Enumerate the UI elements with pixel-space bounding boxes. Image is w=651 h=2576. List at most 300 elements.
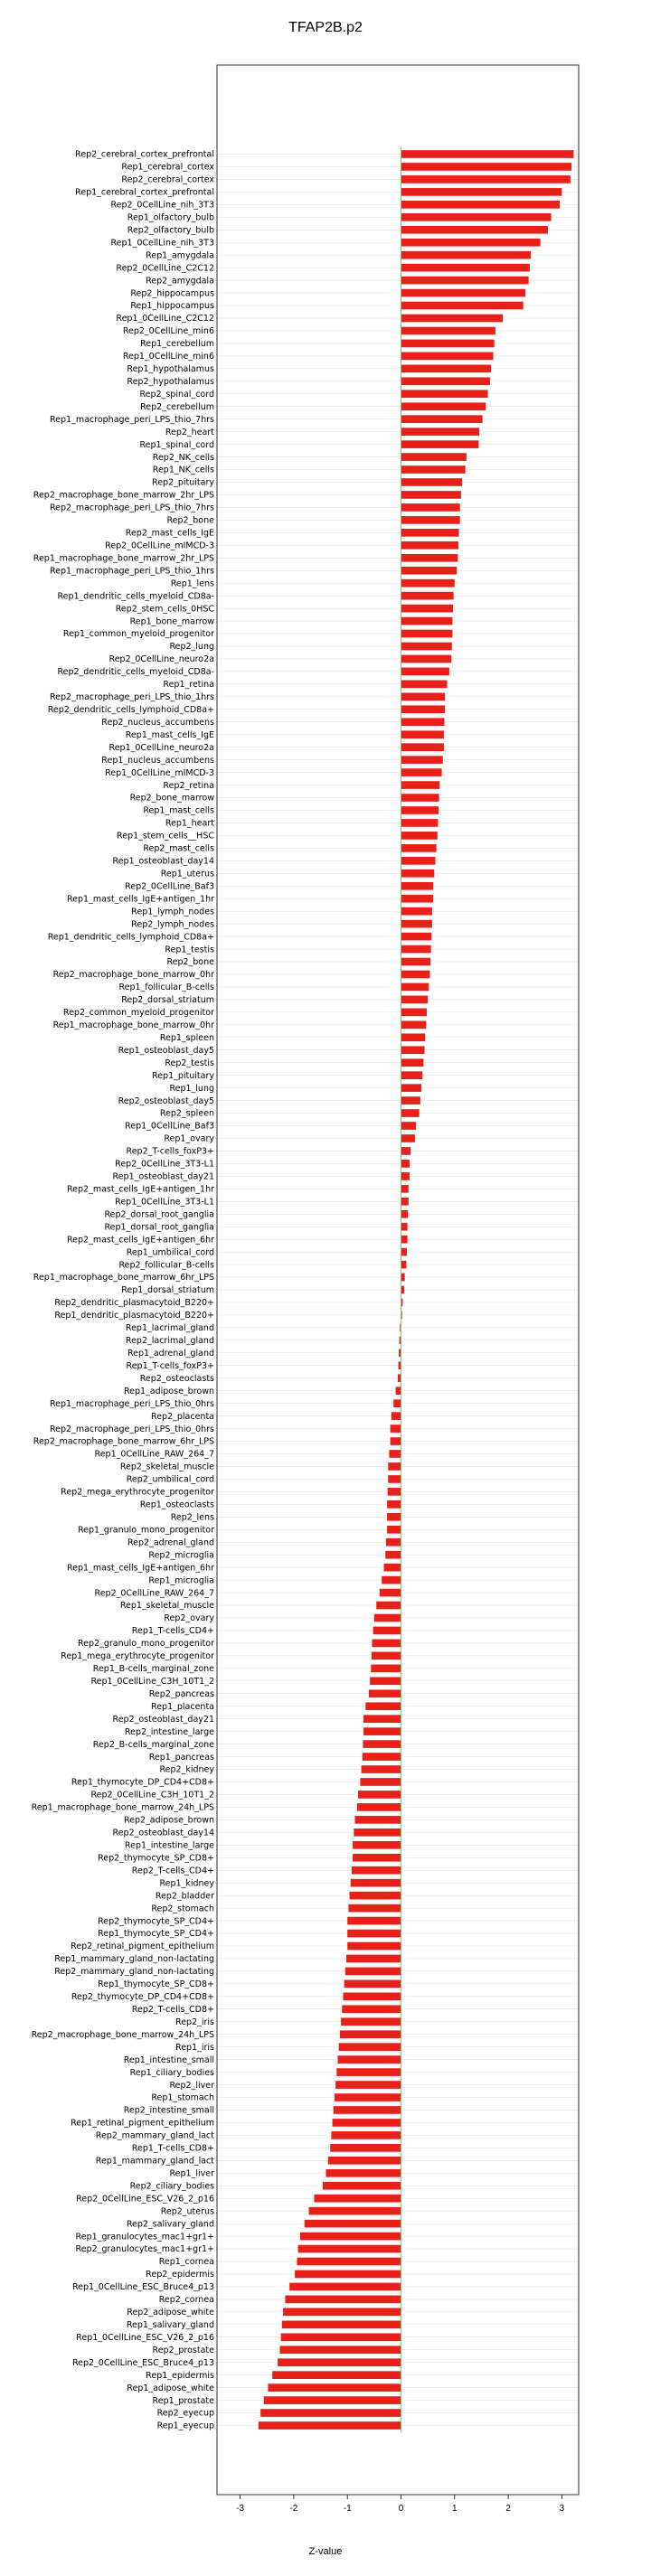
bar-label: Rep2_0CellLine_mIMCD-3	[105, 541, 214, 551]
bar-label: Rep2_nucleus_accumbens	[101, 717, 214, 728]
bar-label: Rep2_macrophage_bone_marrow_2hr_LPS	[33, 490, 214, 501]
bar-label: Rep2_placenta	[151, 1411, 214, 1422]
bar	[346, 1955, 401, 1963]
bar-label: Rep2_adipose_brown	[123, 1815, 214, 1826]
bar-label: Rep2_0CellLine_nih_3T3	[110, 200, 214, 211]
bar-label: Rep1_dorsal_root_ganglia	[104, 1222, 214, 1233]
bar	[278, 2358, 401, 2366]
bar-label: Rep1_mast_cells_IgE	[125, 729, 214, 740]
bar-label: Rep2_olfactory_bulb	[127, 225, 214, 236]
bar-label: Rep1_NK_cells	[152, 465, 214, 475]
bar	[363, 1727, 401, 1735]
bar-label: Rep2_dorsal_root_ganglia	[104, 1209, 214, 1220]
bar	[401, 1071, 423, 1079]
bar	[363, 1753, 401, 1761]
bar-label: Rep2_0CellLine_min6	[122, 326, 214, 337]
bar	[401, 251, 532, 259]
bar	[363, 1715, 401, 1723]
bar-label: Rep1_prostate	[152, 2395, 214, 2406]
bar	[386, 1538, 401, 1547]
bar-label: Rep2_0CellLine_3T3-L1	[115, 1159, 214, 1170]
bar-label: Rep1_lymph_nodes	[131, 907, 214, 917]
bar	[388, 1462, 401, 1471]
bar	[401, 895, 434, 903]
bar-label: Rep2_0CellLine_ESC_Bruce4_p13	[71, 2357, 214, 2368]
bar	[285, 2296, 401, 2304]
bar-label: Rep1_kidney	[159, 1878, 214, 1889]
bar-label: Rep1_ovary	[164, 1133, 214, 1144]
bar	[401, 289, 526, 297]
bar	[369, 1689, 401, 1697]
bar	[401, 239, 541, 247]
bar-label: Rep2_ciliary_bodies	[129, 2181, 214, 2192]
bar	[297, 2258, 401, 2266]
bar-label: Rep2_testis	[165, 1058, 214, 1068]
bar-label: Rep2_osteoblast_day21	[112, 1714, 214, 1725]
bar-label: Rep1_iris	[175, 2042, 214, 2053]
bar	[401, 440, 479, 448]
bar	[391, 1437, 401, 1445]
bar-label: Rep1_macrophage_bone_marrow_6hr_LPS	[33, 1273, 214, 1283]
bar	[401, 1236, 408, 1244]
bar-label: Rep2_spinal_cord	[139, 389, 214, 400]
bar-label: Rep2_lacrimal_gland	[125, 1336, 214, 1347]
bar-label: Rep2_epidermis	[146, 2270, 214, 2280]
bar-label: Rep1_lacrimal_gland	[125, 1323, 214, 1334]
bar-label: Rep1_amygdala	[146, 250, 214, 261]
bar-label: Rep1_skeletal_muscle	[119, 1601, 214, 1612]
bar-label: Rep2_pituitary	[152, 477, 214, 488]
bar	[401, 668, 449, 676]
x-tick-label: -3	[236, 2504, 245, 2514]
bar	[283, 2308, 401, 2317]
bar	[401, 1223, 408, 1231]
bar-label: Rep2_mast_cells_IgE+antigen_6hr	[66, 1235, 214, 1246]
bar-label: Rep2_common_myeloid_progenitor	[62, 1008, 214, 1019]
bar-label: Rep1_stomach	[151, 2092, 214, 2103]
bar-label: Rep2_skeletal_muscle	[119, 1462, 214, 1472]
bar-label: Rep1_0CellLine_nih_3T3	[110, 238, 214, 249]
bar-label: Rep2_salivary_gland	[126, 2219, 214, 2230]
bar-label: Rep1_dendritic_cells_lymphoid_CD8a+	[47, 932, 214, 943]
bar	[401, 730, 444, 738]
bar	[401, 971, 430, 979]
bar-label: Rep1_umbilical_cord	[126, 1247, 214, 1258]
bar	[401, 428, 480, 436]
bar	[401, 1261, 407, 1269]
bar	[360, 1778, 401, 1786]
bar-label: Rep2_umbilical_cord	[126, 1474, 214, 1485]
bar	[401, 806, 439, 814]
bar	[344, 1980, 401, 1988]
bar-label: Rep2_0CellLine_RAW_264_7	[94, 1588, 214, 1599]
bar-label: Rep1_dendritic_plasmacytoid_B220+	[54, 1311, 214, 1321]
bar-label: Rep1_osteoblast_day5	[118, 1045, 214, 1056]
bar-label: Rep2_thymocyte_SP_CD8+	[98, 1853, 214, 1864]
bar	[401, 415, 483, 423]
bar-label: Rep1_cerebral_cortex	[121, 162, 214, 173]
bar-label: Rep2_amygdala	[146, 276, 214, 287]
bar	[336, 2068, 401, 2076]
x-tick-label: -2	[289, 2504, 298, 2514]
bar-label: Rep2_thymocyte_SP_CD4+	[98, 1916, 214, 1927]
bar	[387, 1513, 401, 1521]
bar-label: Rep1_salivary_gland	[126, 2320, 214, 2331]
bar	[314, 2195, 401, 2203]
bar-label: Rep2_ovary	[164, 1613, 214, 1624]
bar-label: Rep1_common_myeloid_progenitor	[62, 629, 214, 640]
bar	[348, 1904, 401, 1913]
bar-label: Rep1_B-cells_marginal_zone	[92, 1664, 214, 1675]
bar-label: Rep1_intestine_small	[123, 2054, 214, 2065]
bar	[401, 643, 452, 651]
x-tick-label: -1	[343, 2504, 352, 2514]
bar-label: Rep1_eyecup	[156, 2421, 214, 2431]
bar	[401, 1033, 426, 1041]
bar	[354, 1829, 401, 1837]
bar	[401, 529, 459, 537]
bar	[401, 1147, 411, 1155]
bar-label: Rep1_thymocyte_SP_CD8+	[98, 1979, 214, 1990]
bar-label: Rep1_0CellLine_C3H_10T1_2	[90, 1676, 214, 1687]
bar	[342, 2005, 401, 2013]
bar	[335, 2081, 401, 2089]
bar	[401, 503, 460, 512]
bar	[330, 2144, 401, 2152]
bar-label: Rep2_mast_cells	[143, 843, 214, 854]
bar	[401, 478, 463, 486]
bar-label: Rep1_liver	[169, 2168, 214, 2179]
bar-label: Rep2_0CellLine_Baf3	[125, 881, 214, 892]
bar-label: Rep2_dendritic_plasmacytoid_B220+	[54, 1298, 214, 1309]
bar	[282, 2320, 401, 2328]
bar	[335, 2093, 401, 2101]
bar-label: Rep1_placenta	[151, 1701, 214, 1712]
bar-label: Rep2_mast_cells_IgE	[125, 528, 214, 539]
bar	[353, 1841, 401, 1849]
bar-label: Rep1_T-cells_CD4+	[131, 1626, 214, 1637]
bar-label: Rep1_mammary_gland_non-lactating	[54, 1954, 214, 1965]
bar	[338, 2055, 401, 2064]
bar-label: Rep1_lung	[169, 1083, 214, 1094]
bar	[345, 1968, 401, 1976]
bar	[401, 592, 454, 600]
bar-label: Rep1_nucleus_accumbens	[101, 755, 214, 766]
bar	[401, 402, 486, 410]
bar	[401, 491, 461, 499]
bar-label: Rep1_testis	[165, 945, 214, 955]
bar-label: Rep1_cerebellum	[140, 339, 214, 350]
x-tick-label: 3	[559, 2504, 565, 2514]
bar-label: Rep1_cornea	[158, 2257, 214, 2268]
bar-label: Rep1_osteoclasts	[139, 1500, 214, 1510]
bar	[370, 1677, 401, 1685]
bar	[401, 1096, 420, 1105]
bar-label: Rep1_adrenal_gland	[127, 1349, 214, 1359]
bar-label: Rep1_0CellLine_ESC_Bruce4_p13	[71, 2282, 214, 2293]
bar	[401, 630, 453, 638]
bar	[401, 541, 458, 550]
bar-label: Rep2_microglia	[148, 1550, 214, 1561]
bar	[401, 302, 524, 310]
bar-label: Rep1_retina	[163, 680, 214, 691]
bar	[401, 1084, 422, 1092]
bar	[401, 857, 436, 865]
bar-label: Rep2_bladder	[155, 1891, 214, 1902]
bar	[401, 945, 431, 954]
bar-label: Rep1_thymocyte_SP_CD4+	[98, 1929, 214, 1940]
x-tick-label: 1	[452, 2504, 458, 2514]
bar-label: Rep1_osteoblast_day21	[112, 1171, 214, 1182]
bar-label: Rep1_0CellLine_RAW_264_7	[94, 1449, 214, 1460]
bar	[401, 516, 460, 524]
bar	[401, 983, 429, 992]
bar	[401, 1160, 410, 1168]
bar-label: Rep2_uterus	[160, 2206, 214, 2217]
bar	[279, 2346, 401, 2354]
bar	[401, 340, 495, 348]
bar-label: Rep2_thymocyte_DP_CD4+CD8+	[71, 1992, 214, 2003]
bar	[401, 188, 562, 196]
bar-label: Rep1_0CellLine_neuro2a	[108, 742, 214, 753]
bar	[401, 1274, 405, 1282]
bar-label: Rep1_T-cells_CD8+	[131, 2143, 214, 2154]
bar	[401, 1134, 415, 1142]
bar	[260, 2409, 401, 2417]
bar-label: Rep1_stem_cells__HSC	[117, 831, 214, 841]
bar	[401, 150, 574, 158]
bar-label: Rep2_granulocytes_mac1+gr1+	[75, 2244, 214, 2255]
bar-label: Rep2_bone_marrow	[129, 793, 214, 804]
bar	[401, 692, 446, 700]
bar	[357, 1803, 401, 1811]
bar-label: Rep2_macrophage_bone_marrow_6hr_LPS	[33, 1436, 214, 1447]
bar-label: Rep2_cornea	[158, 2295, 214, 2306]
bar-label: Rep2_cerebellum	[140, 401, 214, 412]
bar	[401, 353, 494, 361]
bar-label: Rep2_mammary_gland_lact	[95, 2130, 214, 2141]
bar-label: Rep1_macrophage_peri_LPS_thio_0hrs	[50, 1398, 214, 1409]
bar	[391, 1424, 401, 1433]
bar-label: Rep1_0CellLine_Baf3	[125, 1121, 214, 1132]
bar	[350, 1892, 401, 1900]
bar	[347, 1917, 401, 1925]
bar-label: Rep2_dendritic_cells_myeloid_CD8a-	[57, 667, 214, 678]
bar	[401, 617, 453, 625]
bar	[351, 1879, 401, 1887]
bar	[387, 1500, 401, 1509]
bar-label: Rep2_0CellLine_neuro2a	[108, 654, 214, 665]
bar	[401, 365, 492, 373]
bar	[401, 175, 571, 183]
bar	[384, 1564, 401, 1572]
bar	[380, 1589, 401, 1597]
bar	[401, 390, 488, 398]
bar-label: Rep2_kidney	[159, 1764, 214, 1775]
bar	[401, 768, 442, 776]
bar	[401, 1198, 409, 1206]
bar	[295, 2270, 401, 2279]
bar	[401, 213, 552, 221]
bar	[401, 882, 434, 890]
bar-label: Rep1_bone_marrow	[129, 616, 214, 627]
bar-label: Rep1_macrophage_bone_marrow_24h_LPS	[31, 1802, 214, 1813]
bar	[339, 2043, 401, 2051]
bar-label: Rep2_iris	[175, 2017, 214, 2027]
bar-label: Rep2_mast_cells_IgE+antigen_1hr	[66, 1184, 214, 1195]
bar-label: Rep1_hypothalamus	[127, 364, 214, 375]
bar	[340, 2030, 401, 2038]
bar	[343, 1992, 401, 2000]
bar-label: Rep2_hippocampus	[130, 288, 214, 299]
bar-label: Rep2_heart	[165, 427, 214, 437]
bar-label: Rep2_pancreas	[148, 1688, 214, 1699]
bar	[355, 1816, 401, 1824]
bar	[401, 933, 432, 941]
bar-label: Rep2_T-cells_CD4+	[131, 1866, 214, 1876]
bar-label: Rep2_macrophage_bone_marrow_24h_LPS	[31, 2029, 214, 2040]
bar	[388, 1488, 401, 1496]
bar	[401, 743, 444, 751]
bar	[372, 1652, 401, 1660]
bar-label: Rep2_dorsal_striatum	[121, 995, 214, 1006]
bar-label: Rep2_osteoblast_day5	[118, 1095, 214, 1106]
bar-label: Rep2_stomach	[151, 1904, 214, 1914]
bar	[401, 277, 529, 285]
bar	[385, 1551, 401, 1559]
bar	[259, 2421, 401, 2430]
bar-label: Rep2_lung	[169, 642, 214, 653]
bar	[268, 2383, 401, 2392]
bar	[334, 2106, 401, 2114]
bar	[372, 1640, 401, 1648]
bar	[401, 1020, 427, 1029]
bar-label: Rep2_follicular_B-cells	[118, 1260, 214, 1271]
bar-label: Rep1_dendritic_cells_myeloid_CD8a-	[57, 591, 214, 602]
bar	[401, 1286, 405, 1294]
bar-label: Rep2_eyecup	[156, 2408, 214, 2419]
bar-label: Rep1_adipose_white	[127, 2383, 214, 2393]
bar	[401, 958, 431, 966]
bar-label: Rep2_T-cells_CD8+	[131, 2004, 214, 2015]
bar	[401, 1058, 424, 1067]
bar	[401, 201, 561, 209]
bar	[401, 567, 458, 575]
bar	[401, 756, 443, 764]
bar	[352, 1866, 401, 1875]
bar-label: Rep2_osteoclasts	[139, 1373, 214, 1384]
bar-label: Rep2_cerebral_cortex_prefrontal	[75, 149, 214, 160]
bar	[353, 1854, 401, 1862]
bar	[374, 1614, 401, 1622]
bar-label: Rep1_granulo_mono_progenitor	[77, 1525, 214, 1536]
bar-label: Rep1_microglia	[148, 1575, 214, 1586]
bar	[387, 1526, 401, 1534]
bar	[300, 2233, 401, 2241]
bar-label: Rep1_thymocyte_DP_CD4+CD8+	[71, 1777, 214, 1788]
bar	[398, 1374, 401, 1382]
bar	[388, 1475, 401, 1483]
bar	[401, 781, 440, 789]
bar-label: Rep1_0CellLine_C2C12	[116, 314, 214, 324]
bar-label: Rep2_liver	[169, 2080, 214, 2091]
bar-label: Rep1_granulocytes_mac1+gr1+	[75, 2232, 214, 2242]
bar-label: Rep2_lymph_nodes	[131, 919, 214, 930]
bar	[401, 377, 490, 385]
bar-label: Rep1_0CellLine_min6	[122, 352, 214, 362]
bar-label: Rep1_spinal_cord	[139, 439, 214, 450]
bar	[358, 1791, 401, 1799]
bar	[401, 996, 429, 1004]
bar	[401, 920, 432, 928]
bar-label: Rep1_mast_cells	[143, 805, 214, 816]
bar-label: Rep2_0CellLine_C3H_10T1_2	[90, 1790, 214, 1800]
bar-label: Rep1_macrophage_peri_LPS_thio_1hrs	[50, 566, 214, 577]
bar	[341, 2017, 401, 2026]
bar-label: Rep2_mega_erythrocyte_progenitor	[61, 1487, 214, 1498]
bar	[326, 2169, 401, 2177]
bar	[401, 819, 439, 827]
bar-label: Rep1_mast_cells_IgE+antigen_6hr	[66, 1563, 214, 1574]
bar-label: Rep1_T-cells_foxP3+	[126, 1360, 214, 1371]
bar	[401, 465, 466, 474]
bar-label: Rep2_spleen	[159, 1108, 214, 1119]
bar-label: Rep2_adipose_white	[127, 2308, 214, 2318]
bar	[401, 327, 495, 335]
bar	[264, 2396, 401, 2404]
bar	[289, 2283, 401, 2291]
bar-label: Rep2_intestine_large	[124, 1726, 214, 1737]
bar	[389, 1450, 401, 1458]
bar-label: Rep2_0CellLine_ESC_V26_2_p16	[76, 2194, 214, 2205]
bar-label: Rep2_macrophage_peri_LPS_thio_7hrs	[50, 503, 214, 513]
bar-label: Rep1_dorsal_striatum	[121, 1285, 214, 1296]
bar	[371, 1665, 401, 1673]
bar	[401, 681, 448, 689]
bar	[401, 1172, 410, 1180]
bar	[331, 2131, 401, 2139]
bar	[401, 605, 454, 613]
bar-label: Rep2_adrenal_gland	[127, 1537, 214, 1548]
bar	[401, 705, 446, 713]
bar-label: Rep1_0CellLine_3T3-L1	[115, 1197, 214, 1208]
bar-label: Rep1_macrophage_peri_LPS_thio_7hrs	[50, 414, 214, 425]
bar	[401, 1122, 417, 1130]
bar	[347, 1930, 401, 1938]
bar-label: Rep1_uterus	[160, 869, 214, 879]
bar-label: Rep2_osteoblast_day14	[112, 1828, 214, 1838]
bar	[401, 907, 432, 916]
bar-label: Rep1_0CellLine_mIMCD-3	[105, 767, 214, 778]
bar-label: Rep2_bone	[166, 957, 214, 968]
bar-label: Rep2_macrophage_peri_LPS_thio_1hrs	[50, 692, 214, 703]
bar-label: Rep2_stem_cells_0HSC	[115, 604, 214, 615]
bar	[401, 1185, 409, 1193]
bar-label: Rep1_retinal_pigment_epithelium	[71, 2118, 214, 2129]
bar	[401, 579, 455, 588]
x-tick-label: 2	[505, 2504, 511, 2514]
bar	[401, 870, 435, 878]
plot-frame	[217, 65, 579, 2495]
bar	[401, 718, 445, 726]
bar	[401, 655, 452, 663]
bar-label: Rep1_mammary_gland_lact	[95, 2156, 214, 2167]
bar	[323, 2182, 401, 2190]
bar	[401, 794, 439, 802]
bar	[363, 1740, 401, 1748]
bar-label: Rep2_mammary_gland_non-lactating	[54, 1967, 214, 1978]
bar-label: Rep1_cerebral_cortex_prefrontal	[75, 187, 214, 198]
